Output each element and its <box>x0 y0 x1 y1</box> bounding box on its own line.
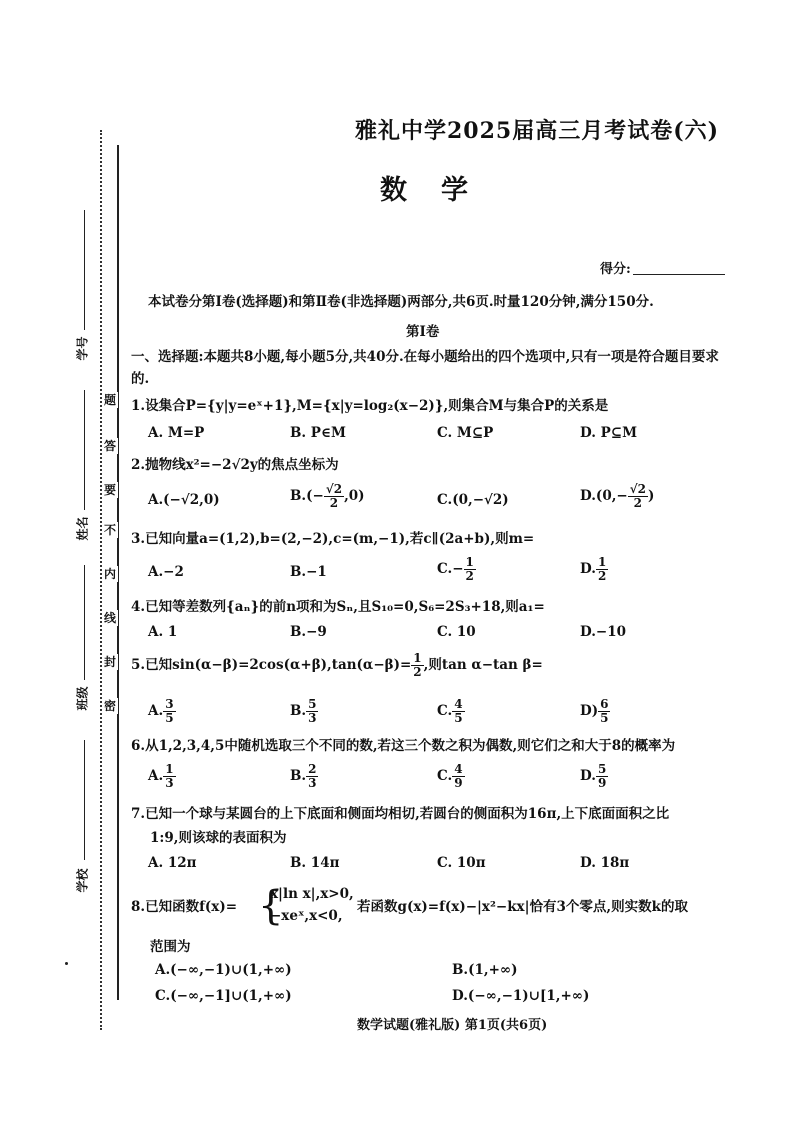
numerator: 3 <box>165 697 174 711</box>
denominator: 2 <box>465 569 474 583</box>
fraction <box>306 698 318 725</box>
denominator: 3 <box>308 711 317 725</box>
option[interactable] <box>437 698 465 725</box>
option-label: C.− <box>437 561 464 577</box>
seal-char: 内 <box>103 567 116 581</box>
seal-char: 答 <box>103 439 116 453</box>
piecewise-case: x|ln x|,x>0, <box>270 886 354 902</box>
fraction <box>598 698 610 725</box>
fraction <box>464 556 476 583</box>
seal-char: 不 <box>103 523 116 537</box>
numerator: 4 <box>454 762 463 776</box>
question-stem: 7.已知一个球与某圆台的上下底面和侧面均相切,若圆台的侧面积为16π,上下底面面积之比 <box>131 806 670 822</box>
numerator: 2 <box>308 762 317 776</box>
option[interactable]: B.−9 <box>290 624 327 640</box>
option[interactable]: D. 18π <box>580 855 630 871</box>
seal-char: 封 <box>103 655 116 669</box>
piecewise-brace: { <box>258 883 284 929</box>
fraction <box>163 698 175 725</box>
numerator: √2 <box>629 482 646 496</box>
exam-intro: 本试卷分第Ⅰ卷(选择题)和第Ⅱ卷(非选择题)两部分,共6页.时量120分钟,满分150分. <box>148 294 654 310</box>
option[interactable]: A.−2 <box>148 564 184 580</box>
numerator: 1 <box>165 762 174 776</box>
stem-text: ,则tan α−tan β= <box>423 657 543 673</box>
denominator: 9 <box>597 776 607 790</box>
page-footer: 数学试题(雅礼版) 第1页(共6页) <box>357 1018 548 1033</box>
option[interactable]: A.(−√2,0) <box>148 492 220 508</box>
option[interactable]: A. 1 <box>148 624 178 640</box>
field-class-label: 班级 <box>75 686 90 711</box>
option[interactable] <box>580 698 610 725</box>
question-stem: 若函数g(x)=f(x)−|x²−kx|恰有3个零点,则实数k的取 <box>357 899 688 915</box>
option[interactable]: B. P∈M <box>290 425 346 441</box>
volume-heading: 第Ⅰ卷 <box>406 324 440 340</box>
seal-char: 要 <box>103 483 116 497</box>
option-label: D) <box>580 703 599 719</box>
field-class-line[interactable] <box>84 565 85 680</box>
question-stem: 8.已知函数f(x)= <box>131 899 238 915</box>
option-label: C. <box>437 768 453 784</box>
option[interactable]: A. 12π <box>148 855 197 871</box>
denominator: 3 <box>308 776 317 790</box>
score-blank[interactable] <box>633 274 725 275</box>
option[interactable]: D.(0,− $\frac{√2}{2}$ ) <box>580 482 655 510</box>
denominator: 2 <box>597 569 607 583</box>
option[interactable]: D. P⊆M <box>580 425 638 441</box>
subject-title: 数学 <box>380 175 502 206</box>
numerator: 5 <box>597 762 607 776</box>
numerator: 1 <box>597 555 607 569</box>
option[interactable]: A.(−∞,−1)∪(1,+∞) <box>155 962 292 978</box>
option-label: B. <box>290 703 307 719</box>
section-heading: 一、选择题:本题共8小题,每小题5分,共40分.在每小题给出的四个选项中,只有一项是符合题目要求的. <box>131 349 719 387</box>
question-stem: 6.从1,2,3,4,5中随机选取三个不同的数,若这三个数之积为偶数,则它们之和大于8的概率为 <box>131 738 676 754</box>
option[interactable] <box>290 698 318 725</box>
denominator: 3 <box>165 776 174 790</box>
option[interactable] <box>437 556 476 583</box>
option[interactable] <box>437 763 465 790</box>
numerator: 1 <box>413 652 422 665</box>
question-stem <box>131 652 731 679</box>
option[interactable] <box>580 556 608 583</box>
option[interactable] <box>290 763 318 790</box>
field-name-label: 姓名 <box>75 516 90 541</box>
option[interactable]: B.(1,+∞) <box>452 962 518 978</box>
scan-speck <box>65 962 68 965</box>
score-label: 得分: <box>600 262 631 277</box>
option[interactable]: B. 14π <box>290 855 340 871</box>
option[interactable]: D.−10 <box>580 624 627 640</box>
field-student-id-line[interactable] <box>84 210 85 330</box>
fraction <box>306 763 318 790</box>
field-school-label: 学校 <box>75 868 90 893</box>
denominator: 5 <box>600 711 609 725</box>
piecewise-case: −xeˣ,x<0, <box>270 908 343 924</box>
option[interactable]: C. 10π <box>437 855 486 871</box>
question-stem: 3.已知向量a=(1,2),b=(2,−2),c=(m,−1),若c∥(2a+b),则m= <box>131 531 535 547</box>
score-box <box>600 258 725 277</box>
denominator: 5 <box>165 711 174 725</box>
question-stem-cont: 1:9,则该球的表面积为 <box>150 830 287 846</box>
denominator: 9 <box>454 776 463 790</box>
numerator: 6 <box>600 697 609 711</box>
option[interactable]: B.−1 <box>290 564 327 580</box>
field-student-id-label: 学号 <box>75 336 90 361</box>
option[interactable]: B.(− $\frac{√2}{2}$ ,0) <box>290 482 365 510</box>
option-label: B.(− <box>290 488 324 504</box>
option-label: D. <box>580 768 596 784</box>
option[interactable]: A. M=P <box>148 425 205 441</box>
numerator: 4 <box>454 697 463 711</box>
question-stem: 4.已知等差数列{aₙ}的前n项和为Sₙ,且S₁₀=0,S₆=2S₃+18,则a₁= <box>131 599 545 615</box>
option[interactable] <box>580 763 608 790</box>
denominator: 2 <box>413 665 422 679</box>
option-label: A. <box>148 768 164 784</box>
option-label: A. <box>148 703 164 719</box>
field-school-line[interactable] <box>84 740 85 860</box>
question-stem: 1.设集合P={y|y=eˣ+1},M={x|y=log₂(x−2)},则集合M与集合P的关系是 <box>131 398 609 414</box>
field-name-line[interactable] <box>84 390 85 510</box>
option[interactable]: C. 10 <box>437 624 476 640</box>
option[interactable]: C.(0,−√2) <box>437 492 509 508</box>
option[interactable] <box>148 763 176 790</box>
fraction <box>596 763 608 790</box>
option-label: D.(0,− <box>580 488 628 504</box>
question-stem-cont: 范围为 <box>150 939 191 955</box>
option[interactable]: C.(−∞,−1]∪(1,+∞) <box>155 988 292 1004</box>
option-label: B. <box>290 768 307 784</box>
stem-text: 5.已知sin(α−β)=2cos(α+β),tan(α−β)= <box>131 657 412 673</box>
option[interactable] <box>148 698 176 725</box>
denominator: 5 <box>454 711 463 725</box>
fraction <box>411 652 423 679</box>
numerator: 5 <box>308 697 317 711</box>
fraction <box>596 556 608 583</box>
denominator: 2 <box>633 496 643 510</box>
question-stem: 2.抛物线x²=−2√2y的焦点坐标为 <box>131 457 339 473</box>
option-label: C. <box>437 703 453 719</box>
exam-title: 雅礼中学2025届高三月考试卷(六) <box>355 118 720 144</box>
option-label: D. <box>580 561 596 577</box>
fraction <box>452 763 464 790</box>
seal-char: 密 <box>103 699 116 713</box>
denominator: 2 <box>329 496 339 510</box>
seal-char: 线 <box>103 611 116 625</box>
fraction <box>628 483 648 510</box>
fraction <box>324 483 344 510</box>
fraction <box>452 698 464 725</box>
seal-char: 题 <box>103 393 116 407</box>
numerator: 1 <box>465 555 474 569</box>
option[interactable]: D.(−∞,−1)∪[1,+∞) <box>452 988 590 1004</box>
numerator: √2 <box>325 482 343 496</box>
fraction <box>163 763 175 790</box>
option[interactable]: C. M⊆P <box>437 425 494 441</box>
